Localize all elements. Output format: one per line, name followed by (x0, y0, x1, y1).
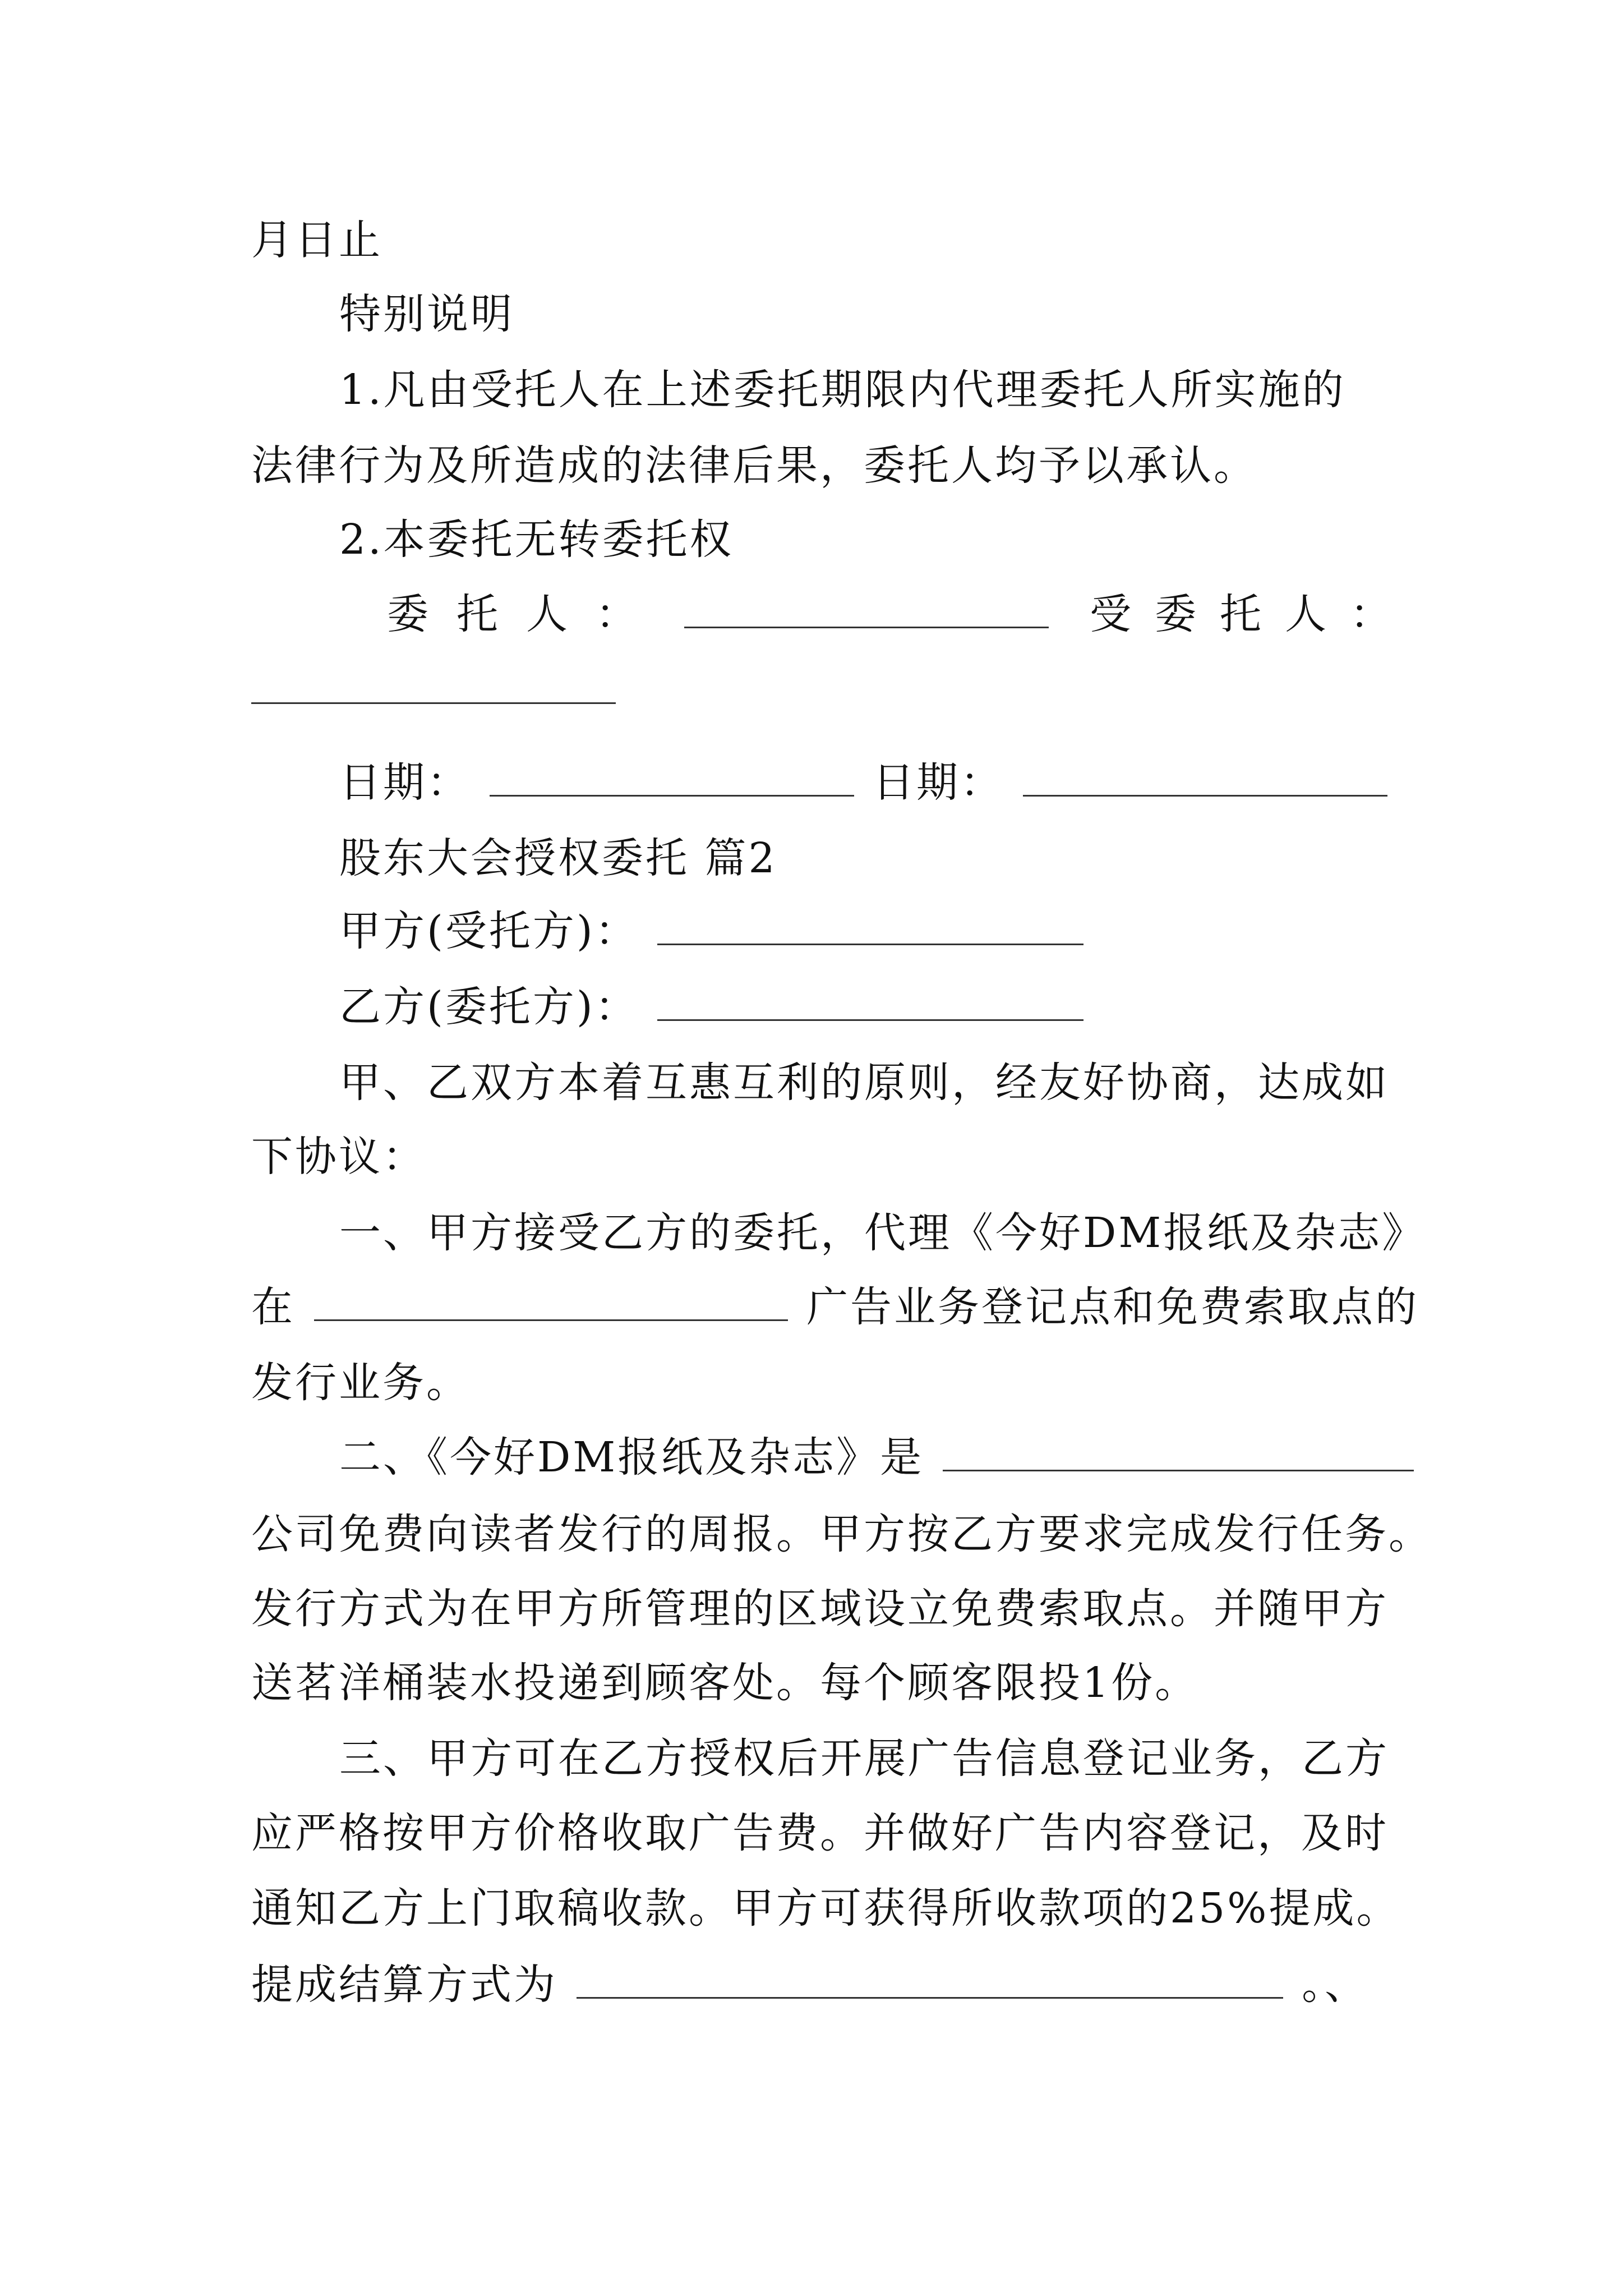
settlement-blank[interactable] (577, 1958, 1283, 1999)
location-row (251, 1279, 1419, 1335)
text-line: 月日止 (251, 216, 382, 264)
section-heading: 特别说明 (339, 290, 514, 338)
location-blank[interactable] (314, 1280, 788, 1321)
date-row (339, 754, 1391, 811)
text-line: 三、甲方可在乙方授权后开展广告信息登记业务，乙方 (339, 1734, 1389, 1783)
company-blank[interactable] (943, 1430, 1414, 1471)
company-row (339, 1429, 1417, 1485)
text-fragment: 二、《今好DM报纸及杂志》是 (339, 1433, 924, 1481)
date-label: 日期： (873, 758, 1004, 807)
text-line: 通知乙方上门取稿收款。甲方可获得所收款项的25%提成。 (251, 1884, 1400, 1932)
text-line: 甲、乙双方本着互惠互利的原则，经友好协商，达成如 (339, 1059, 1389, 1107)
date-label: 日期： (339, 758, 471, 807)
text-line: 1.凡由受托人在上述委托期限内代理委托人所实施的 (339, 366, 1346, 414)
text-line: 下协议： (251, 1133, 426, 1181)
party-a-label: 甲方(受托方)： (339, 907, 639, 955)
text-fragment: 广告业务登记点和免费索取点的 (806, 1283, 1419, 1331)
text-line: 2.本委托无转委托权 (339, 516, 734, 564)
text-fragment: 提成结算方式为 (251, 1961, 557, 2009)
signature-row (387, 586, 1415, 642)
party-b-label: 乙方(委托方)： (339, 983, 639, 1031)
text-line: 发行业务。 (251, 1359, 470, 1407)
principal-blank[interactable] (684, 587, 1049, 628)
section-title: 股东大会授权委托 篇2 (339, 834, 777, 882)
text-line: 送茗洋桶装水投递到顾客处。每个顾客限投1份。 (251, 1659, 1199, 1707)
agent-blank[interactable] (251, 663, 616, 704)
settlement-row (251, 1957, 1368, 2013)
text-line: 法律行为及所造成的法律后果，委托人均予以承认。 (251, 441, 1257, 490)
party-a-blank[interactable] (657, 904, 1083, 945)
text-line: 一、甲方接受乙方的委托，代理《今好DM报纸及杂志》 (339, 1209, 1426, 1257)
agent-label: 受委托人： (1090, 590, 1415, 638)
party-a-row (339, 903, 1087, 959)
date-blank[interactable] (1023, 756, 1387, 797)
text-fragment: 。、 (1302, 1961, 1369, 2009)
party-b-row (339, 979, 1087, 1035)
principal-label: 委托人： (387, 590, 665, 638)
text-line: 发行方式为在甲方所管理的区域设立免费索取点。并随甲方 (251, 1585, 1389, 1633)
text-line: 公司免费向读者发行的周报。甲方按乙方要求完成发行任务。 (251, 1510, 1432, 1558)
party-b-blank[interactable] (657, 980, 1083, 1021)
text-line: 应严格按甲方价格收取广告费。并做好广告内容登记，及时 (251, 1809, 1389, 1857)
signature-row-continued (251, 662, 619, 718)
text-fragment: 在 (251, 1283, 295, 1331)
date-blank[interactable] (490, 756, 854, 797)
